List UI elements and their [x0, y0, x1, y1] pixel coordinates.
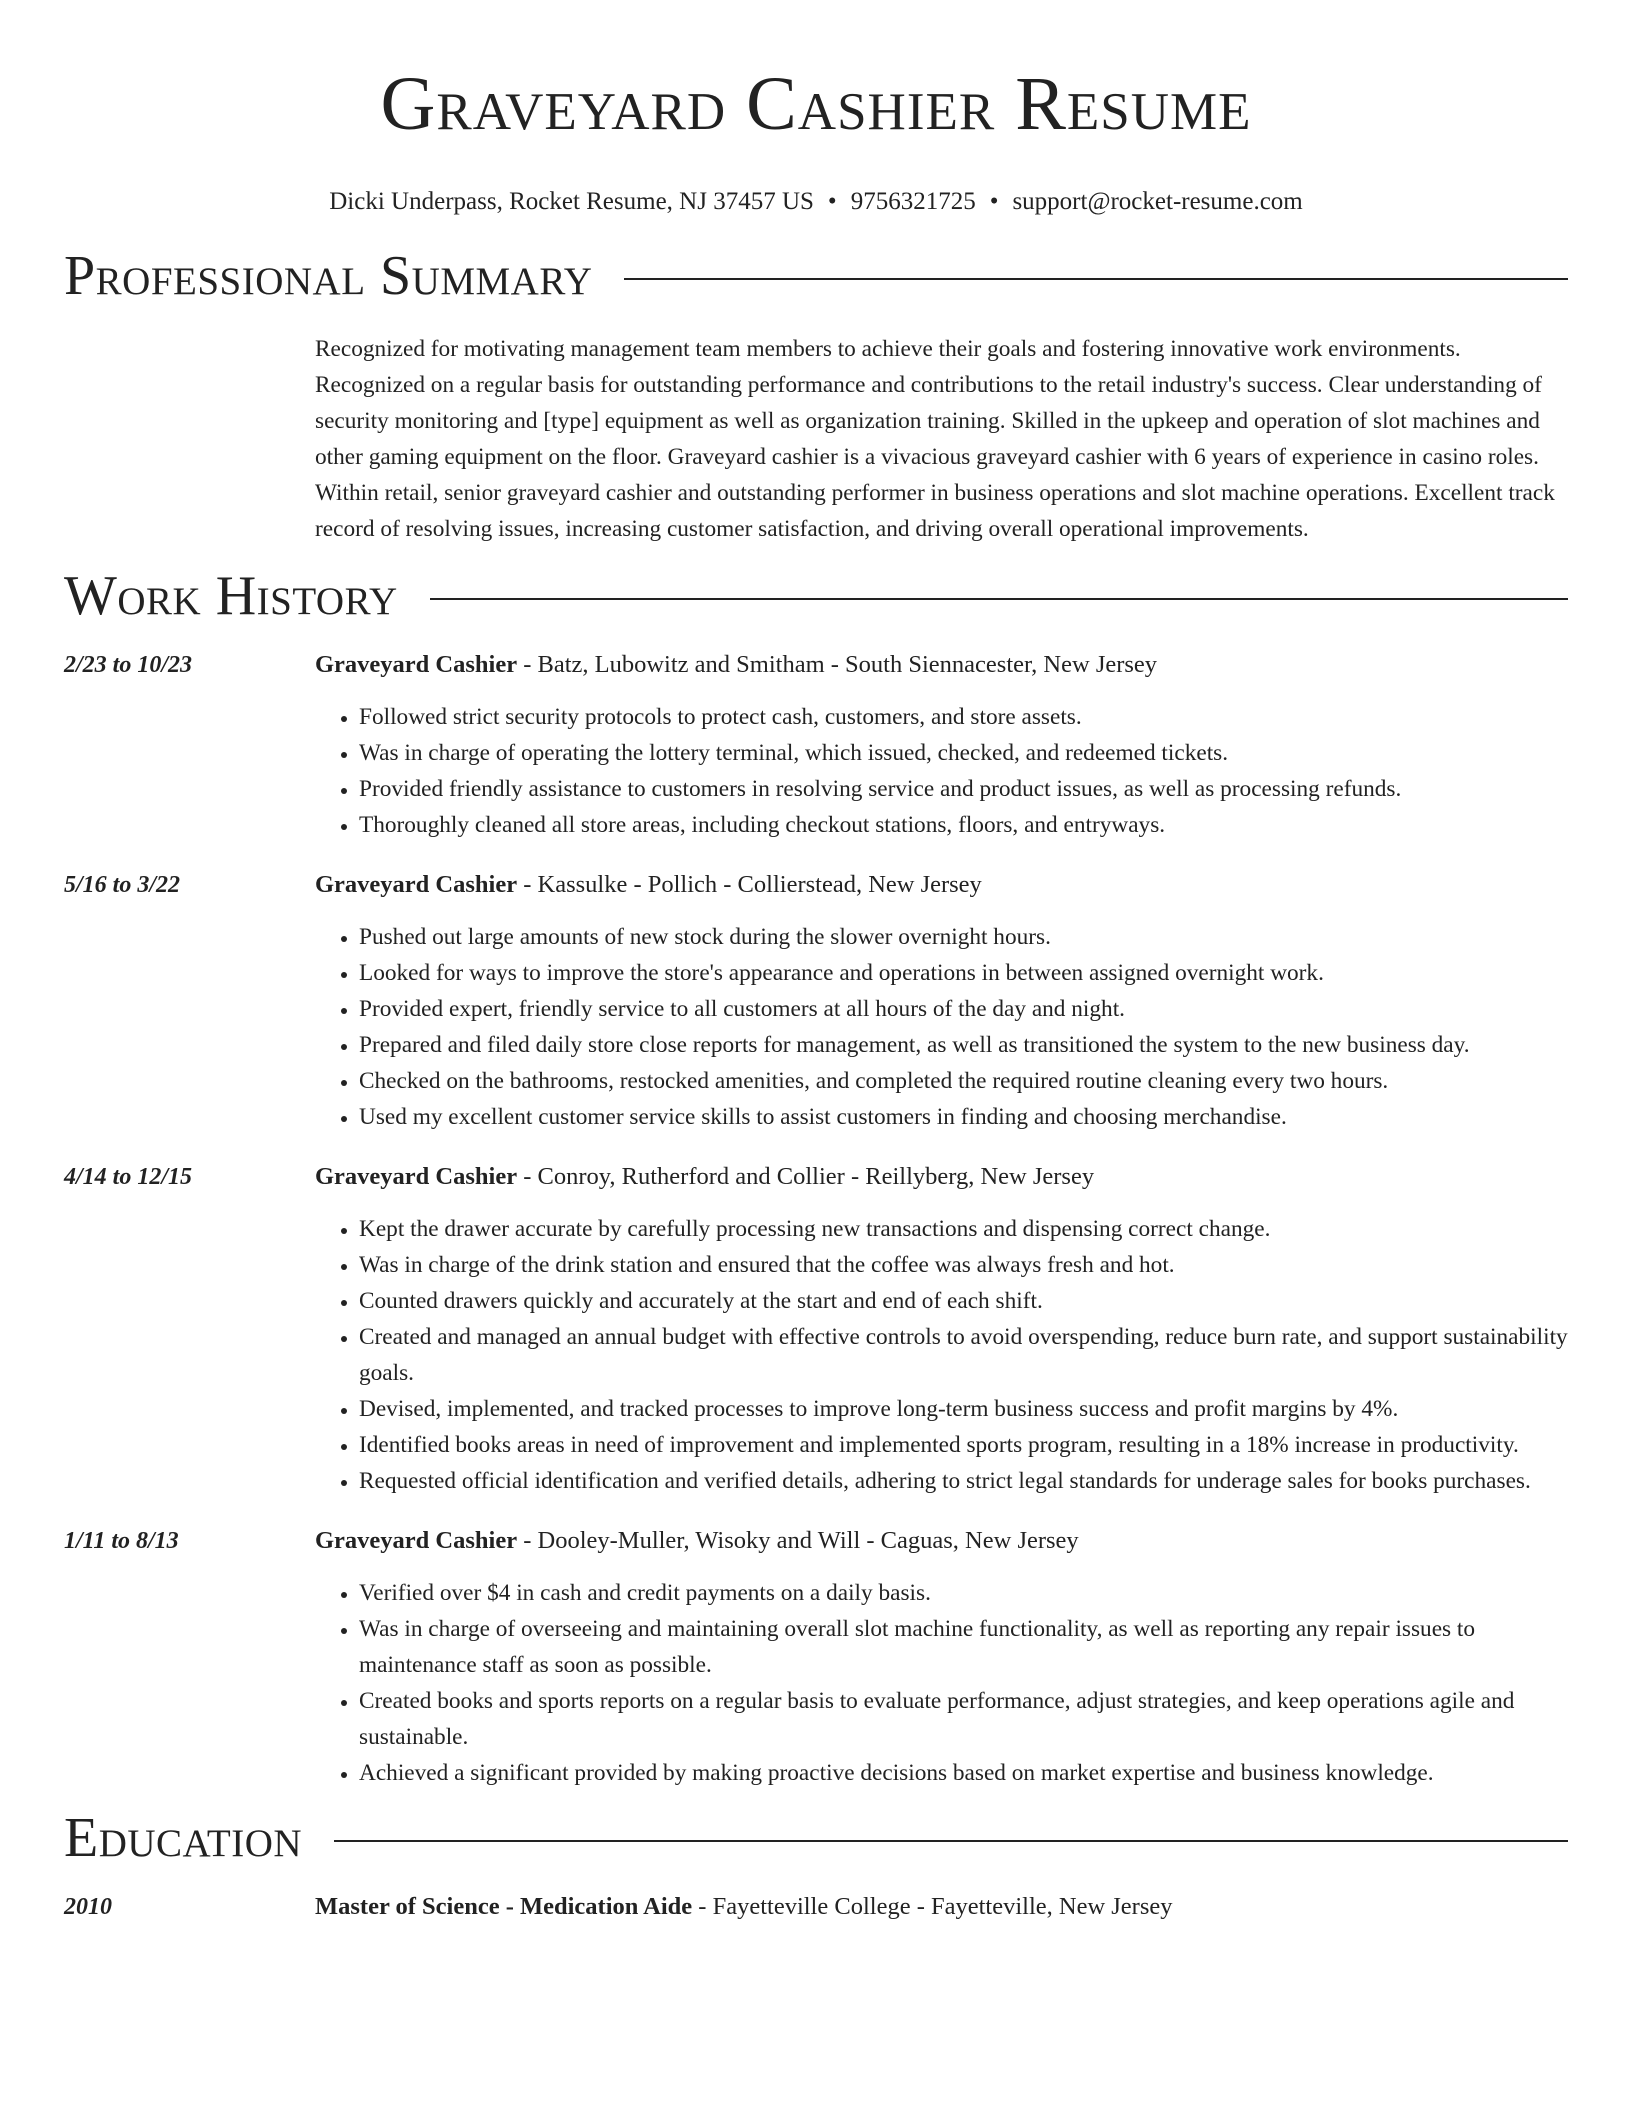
section-header-summary — [64, 243, 1568, 309]
job-bullets — [315, 699, 1568, 843]
education-degree: Master of Science - Medication Aide — [315, 1893, 693, 1920]
job-bullet: • Thoroughly cleaned all store areas, including checkout stations, floors, and entryways. — [359, 807, 1568, 843]
education-details: - Fayetteville College - Fayetteville, New Jersey — [692, 1893, 1173, 1920]
job-bullet: • Provided friendly assistance to customers in resolving service and product issues, as well as processing refunds. — [359, 771, 1568, 807]
job-body — [315, 1523, 1568, 1791]
job-bullet: • Provided expert, friendly service to all customers at all hours of the day and night. — [359, 991, 1568, 1027]
job-bullet: • Was in charge of operating the lottery terminal, which issued, checked, and redeemed tickets. — [359, 735, 1568, 771]
job-bullet: • Requested official identification and verified details, adhering to strict legal standards for underage sales for books purchases. — [359, 1463, 1568, 1499]
section-title-education: Education — [64, 1807, 303, 1869]
job-bullet: • Was in charge of the drink station and ensured that the coffee was always fresh and hot. — [359, 1247, 1568, 1283]
job-body — [315, 647, 1568, 843]
job-bullet: • Created and managed an annual budget with effective controls to avoid overspending, reduce burn rate, and support sustainability goals. — [359, 1319, 1568, 1391]
job-bullet: • Followed strict security protocols to protect cash, customers, and store assets. — [359, 699, 1568, 735]
job-bullet: • Created books and sports reports on a regular basis to evaluate performance, adjust strategies, and keep operations agile and sustainable. — [359, 1683, 1568, 1755]
job-position: Graveyard Cashier — [315, 1163, 518, 1190]
job-bullet: • Identified books areas in need of improvement and implemented sports program, resulting in a 18% increase in productivity. — [359, 1427, 1568, 1463]
job-bullet: • Checked on the bathrooms, restocked amenities, and completed the required routine cleaning every two hours. — [359, 1063, 1568, 1099]
job-position: Graveyard Cashier — [315, 1527, 518, 1554]
job-bullets — [315, 919, 1568, 1135]
education-body — [315, 1889, 1568, 1925]
section-divider — [334, 1840, 1568, 1842]
job-body — [315, 867, 1568, 1135]
contact-separator: • — [827, 188, 837, 215]
job-bullet: • Achieved a significant provided by making proactive decisions based on market expertise and business knowledge. — [359, 1755, 1568, 1791]
job-bullet: • Verified over $4 in cash and credit payments on a daily basis. — [359, 1575, 1568, 1611]
job-details: - Kassulke - Pollich - Collierstead, New Jersey — [517, 871, 982, 898]
job-bullet: • Kept the drawer accurate by carefully processing new transactions and dispensing correct change. — [359, 1211, 1568, 1247]
education-line — [315, 1889, 1568, 1925]
section-header-education — [64, 1805, 1568, 1871]
section-divider — [430, 598, 1568, 600]
job-entry — [64, 647, 1568, 843]
section-divider — [624, 278, 1568, 280]
work-history-list — [64, 647, 1568, 1791]
job-bullet: • Looked for ways to improve the store's appearance and operations in between assigned overnight work. — [359, 955, 1568, 991]
section-title-work: Work History — [64, 565, 398, 627]
job-body — [315, 1159, 1568, 1499]
job-date: 2/23 to 10/23 — [64, 652, 193, 678]
contact-email: support@rocket-resume.com — [1012, 188, 1303, 215]
job-title-line — [315, 1523, 1568, 1559]
contact-address: Dicki Underpass, Rocket Resume, NJ 37457 US — [329, 188, 814, 215]
job-details: - Dooley-Muller, Wisoky and Will - Caguas, New Jersey — [517, 1527, 1079, 1554]
job-bullet: • Pushed out large amounts of new stock during the slower overnight hours. — [359, 919, 1568, 955]
job-title-line — [315, 1159, 1568, 1195]
job-position: Graveyard Cashier — [315, 651, 518, 678]
job-entry — [64, 1159, 1568, 1499]
job-entry — [64, 867, 1568, 1135]
section-header-work — [64, 563, 1568, 629]
job-bullet: • Devised, implemented, and tracked processes to improve long-term business success and profit margins by 4%. — [359, 1391, 1568, 1427]
job-bullets — [315, 1211, 1568, 1499]
job-bullet: • Was in charge of overseeing and maintaining overall slot machine functionality, as well as reporting any repair issues to maintenance staff as soon as possible. — [359, 1611, 1568, 1683]
education-entry — [64, 1889, 1568, 1925]
contact-phone: 9756321725 — [850, 188, 976, 215]
resume-title: Graveyard Cashier Resume — [380, 62, 1252, 146]
education-date: 2010 — [64, 1894, 112, 1920]
job-bullets — [315, 1575, 1568, 1791]
job-date: 4/14 to 12/15 — [64, 1164, 193, 1190]
job-details: - Batz, Lubowitz and Smitham - South Siennacester, New Jersey — [517, 651, 1158, 678]
job-title-line — [315, 867, 1568, 903]
job-details: - Conroy, Rutherford and Collier - Reillyberg, New Jersey — [517, 1163, 1095, 1190]
contact-separator: • — [989, 188, 999, 215]
job-date: 1/11 to 8/13 — [64, 1528, 179, 1554]
job-bullet: • Used my excellent customer service skills to assist customers in finding and choosing merchandise. — [359, 1099, 1568, 1135]
summary-text: Recognized for motivating management team members to achieve their goals and fostering innovative work environments. Recognized on a regular basis for outstanding performance and contributions to the retail industry's success. Clear understanding of security monitoring and [type] equipment as well as organization training. Skilled in the upkeep and operation of slot machines and other gaming equipment on the floor. Graveyard cashier is a vivacious graveyard cashier with 6 years of experience in casino roles. Within retail, senior graveyard cashier and outstanding performer in business operations and slot machine operations. Excellent track record of resolving issues, increasing customer satisfaction, and driving overall operational improvements. — [315, 336, 1555, 542]
job-bullet: • Prepared and filed daily store close reports for management, as well as transitioned the system to the new business day. — [359, 1027, 1568, 1063]
job-entry — [64, 1523, 1568, 1791]
job-position: Graveyard Cashier — [315, 871, 518, 898]
section-title-summary: Professional Summary — [64, 245, 593, 307]
job-date: 5/16 to 3/22 — [64, 872, 181, 898]
job-bullet: • Counted drawers quickly and accurately at the start and end of each shift. — [359, 1283, 1568, 1319]
contact-line — [64, 187, 1568, 217]
job-title-line — [315, 647, 1568, 683]
